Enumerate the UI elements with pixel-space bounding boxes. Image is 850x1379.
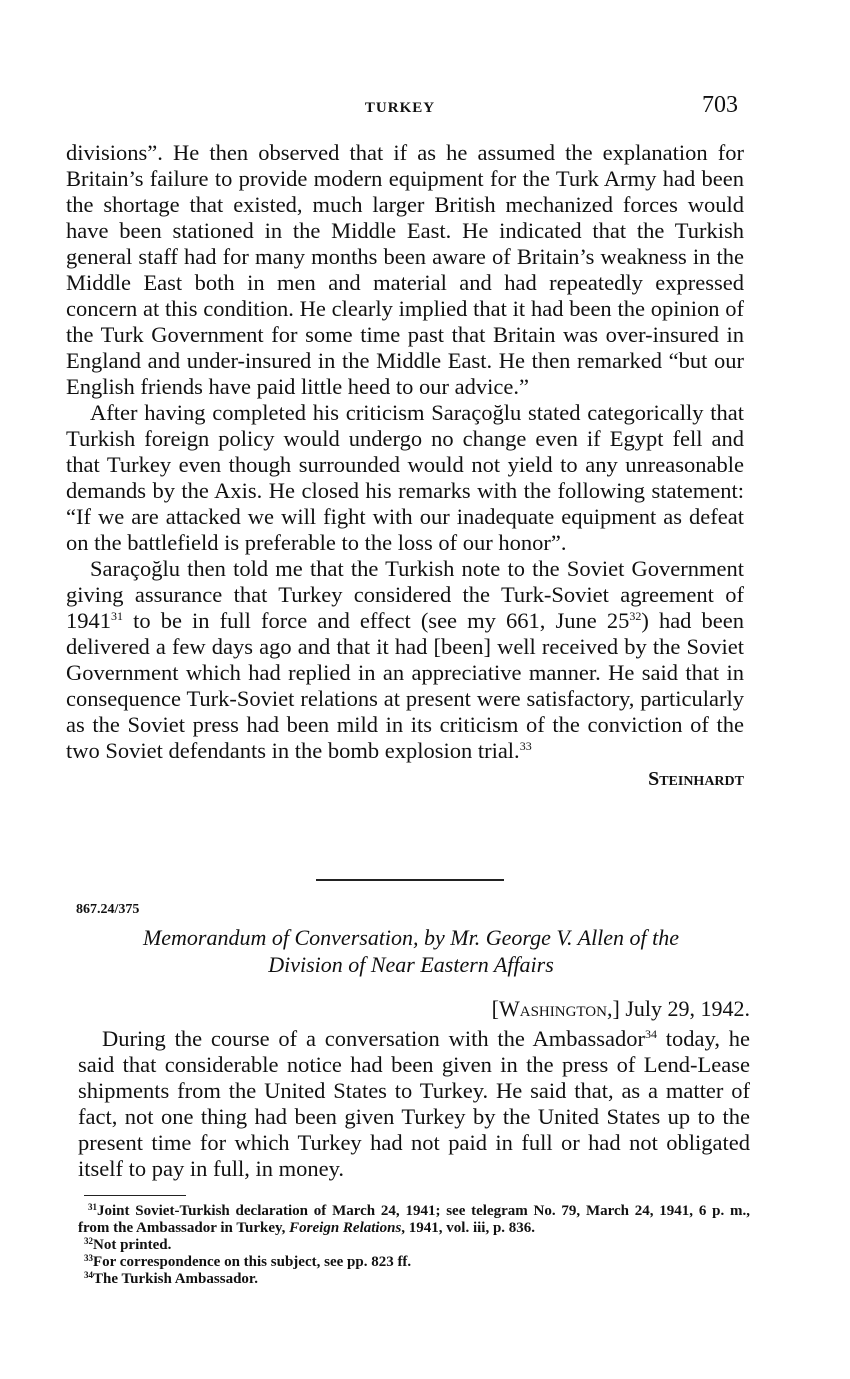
file-number: 867.24/375 [76,902,140,917]
page-number: 703 [702,92,738,118]
footnote-34-mark: 34 [84,1270,93,1280]
footnote-32-text: Not printed. [93,1237,172,1253]
memo-title [76,924,746,978]
footnote-rule [84,1195,186,1196]
paragraph-2: After having completed his criticism Saraçoğlu stated categorically that Turkish foreign policy would undergo no change even if Egypt fell and that Turkey even though surrounded would not yield to any unreasonable demands by the Axis. He closed his remarks with the following statement: “If we are attacked we will fight with our inadequate equipment as defeat on the battlefield is preferable to the loss of our honor”. [66,400,744,555]
footnote-33-text: For correspondence on this subject, see pp. 823 ff. [93,1254,412,1270]
memo-body [78,1026,750,1182]
footnote-34 [78,1271,750,1288]
footnote-31 [78,1203,750,1237]
telegram-continuation [66,140,744,792]
footnote-ref-31[interactable]: 31 [111,609,123,623]
footnote-32-mark: 32 [84,1236,93,1246]
footnote-ref-33[interactable]: 33 [519,739,532,753]
footnote-31-text-b: , 1941, vol. iii, p. 836. [401,1220,536,1236]
dateline-date: July 29, 1942. [625,996,750,1021]
footnote-ref-32[interactable]: 32 [629,609,642,623]
memo-title-line-1: Memorandum of Conversation, by Mr. George V. Allen of the [142,925,680,950]
section-divider [316,879,504,881]
footnote-ref-34[interactable]: 34 [644,1027,657,1041]
running-header [60,92,740,122]
signature: Steinhardt [648,768,744,790]
memo-text-a: During the course of a conversation with the Ambassador [102,1026,645,1051]
footnotes [78,1203,750,1288]
footnote-33 [78,1254,750,1271]
paragraph-3-text-b: to be in full force and effect (see my 661, June 25 [123,608,630,633]
memo-paragraph [78,1026,750,1182]
footnote-31-text-a: Joint Soviet-Turkish declaration of March 24, 1941; see telegram No. 79, March 24, 1941, 6 p. m., from the Ambassador in Turkey, [78,1203,750,1236]
memo-text-b: today, he said that considerable notice had been given in the press of Lend-Lease shipments from the United States to Turkey. He said that, as a matter of fact, not one thing had been given Turkey by the United States up to the present time for which Turkey had not paid in full or had not obligated itself to pay in full, in money. [78,1026,751,1181]
paragraph-1: divisions”. He then observed that if as he assumed the explanation for Britain’s failure to provide modern equipment for the Turk Army had been the shortage that existed, much larger British mechanized forces would have been stationed in the Middle East. He indicated that the Turkish general staff had for many months been aware of Britain’s weakness in the Middle East both in men and material and had repeatedly expressed concern at this condition. He clearly implied that it had been the opinion of the Turk Government for some time past that Britain was over-insured in England and under-insured in the Middle East. He then remarked “but our English friends have paid little heed to our advice.” [66,140,744,399]
paragraph-3-text-c: ) had been delivered a few days ago and that it had [been] well received by the Soviet Government which had replied in an appreciative manner. He said that in consequence Turk-Soviet relations at present were satisfactory, particularly as the Soviet press had been mild in its criticism of the conviction of the two Soviet defendants in the bomb explosion trial. [66,608,745,763]
footnote-31-italic: Foreign Relations [289,1220,402,1236]
footnote-33-mark: 33 [84,1253,93,1263]
dateline: [Washington,] July 29, 1942. [491,996,750,1021]
memo-title-line-2: Division of Near Eastern Affairs [268,952,554,977]
paragraph-3-text-a: Saraçoğlu then told me that the Turkish note to the Soviet Government giving assurance that Turkey considered the Turk-Soviet agreement of 1941 [66,556,744,633]
footnote-31-mark: 31 [88,1202,97,1212]
dateline-place: Washington [498,996,607,1021]
paragraph-3 [66,556,744,764]
footnote-34-text: The Turkish Ambassador. [93,1271,258,1287]
running-title: TURKEY [364,100,436,116]
footnote-32 [78,1237,750,1254]
